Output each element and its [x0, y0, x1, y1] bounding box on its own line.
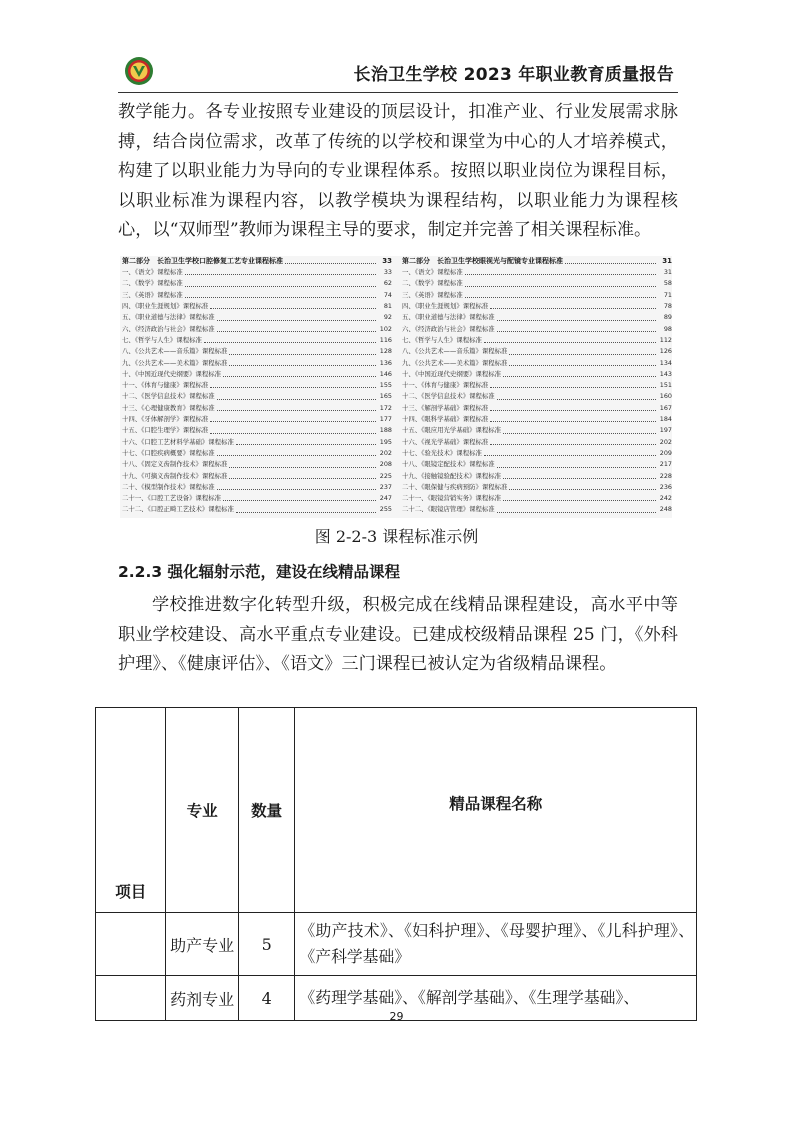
- toc-heading-title: 第二部分 长治卫生学校眼视光与配镜专业课程标准: [402, 257, 563, 265]
- toc-entry-page: 146: [379, 369, 392, 378]
- major-cell: 药剂专业: [166, 976, 238, 1021]
- toc-entry-page: 33: [383, 268, 392, 277]
- toc-entry-page: 102: [379, 324, 392, 333]
- toc-entry: [122, 403, 392, 414]
- toc-entry: [122, 448, 392, 459]
- toc-entry-title: 十二、《医学信息技术》课程标准: [402, 392, 495, 401]
- toc-optometry: [402, 256, 672, 518]
- toc-entry-page: 74: [383, 290, 392, 299]
- toc-entry-title: 十二、《医学信息技术》课程标准: [122, 392, 215, 401]
- toc-entry-title: 二、《数学》课程标准: [402, 279, 463, 288]
- toc-entry-page: 81: [383, 302, 392, 311]
- toc-heading-page: 31: [662, 257, 672, 265]
- toc-entry: [122, 312, 392, 323]
- section-heading: 2.2.3 强化辐射示范，建设在线精品课程: [118, 563, 401, 581]
- toc-entry-title: 十四、《眼科学基础》课程标准: [402, 415, 489, 424]
- page-number: 29: [389, 1010, 404, 1023]
- toc-entry: [402, 414, 672, 425]
- toc-entry-page: 217: [659, 460, 672, 469]
- toc-entry-title: 十七、《验光技术》课程标准: [402, 448, 482, 457]
- quality-courses-table: [95, 707, 697, 1021]
- toc-entry-title: 七、《哲学与人生》课程标准: [402, 335, 482, 344]
- course-names-cell: 《助产技术》、《妇科护理》、《母婴护理》、《儿科护理》、《产科学基础》: [295, 913, 697, 976]
- toc-entry-page: 184: [659, 415, 672, 424]
- toc-heading-title: 第二部分 长治卫生学校口腔修复工艺专业课程标准: [122, 257, 283, 265]
- toc-entry: [402, 448, 672, 459]
- table-header-row: [96, 708, 697, 913]
- toc-entry: [122, 391, 392, 402]
- toc-entry-page: 112: [659, 335, 672, 344]
- toc-entry-page: 237: [379, 482, 392, 491]
- toc-entry-page: 248: [659, 505, 672, 514]
- toc-entry-title: 十一、《体育与健康》课程标准: [402, 381, 489, 390]
- table-row: [96, 913, 697, 976]
- toc-entry-page: 228: [659, 471, 672, 480]
- toc-entry-title: 二十一、《口腔工艺设备》课程标准: [122, 494, 222, 503]
- toc-entry-title: 十八、《眼镜定配技术》课程标准: [402, 460, 495, 469]
- toc-entry-title: 十九、《可摘义齿制作技术》课程标准: [122, 471, 228, 480]
- toc-entry: [402, 312, 672, 323]
- toc-entry-title: 二十二、《眼镜店管理》课程标准: [402, 505, 495, 514]
- toc-entry-title: 四、《职业生涯规划》课程标准: [122, 302, 209, 311]
- toc-entry-page: 255: [379, 505, 392, 514]
- toc-entry-page: 126: [659, 347, 672, 356]
- toc-entry: [122, 324, 392, 335]
- toc-entry-page: 89: [663, 313, 672, 322]
- toc-entry-page: 236: [659, 482, 672, 491]
- toc-entry-title: 二十一、《眼镜营销实务》课程标准: [402, 494, 502, 503]
- toc-entry: [122, 425, 392, 436]
- toc-entry-title: 一、《语文》课程标准: [122, 268, 183, 277]
- toc-entry-page: 177: [379, 415, 392, 424]
- toc-entry: [402, 324, 672, 335]
- toc-entry: [402, 471, 672, 482]
- toc-entry: [402, 335, 672, 346]
- toc-entry-title: 八、《公共艺术——音乐篇》课程标准: [122, 347, 228, 356]
- toc-entry-page: 151: [659, 381, 672, 390]
- toc-entry-title: 二十、《眼保健与疾病预防》课程标准: [402, 482, 508, 491]
- major-cell: 助产专业: [166, 913, 238, 976]
- toc-entry-page: 202: [659, 437, 672, 446]
- body-paragraph-1: 教学能力。各专业按照专业建设的顶层设计，扣准产业、行业发展需求脉搏，结合岗位需求，改革了传统的以学校和课堂为中心的人才培养模式，构建了以职业能力为导向的专业课程体系。按照以职业岗位为课程目标，以职业标准为课程内容，以教学模块为课程结构，以职业能力为课程核心，以“双师型”教师为课程主导的要求，制定并完善了相关课程标准。: [118, 102, 678, 240]
- toc-entry-page: 167: [659, 403, 672, 412]
- toc-entry-title: 八、《公共艺术——音乐篇》课程标准: [402, 347, 508, 356]
- toc-entry: [402, 301, 672, 312]
- toc-entry-title: 六、《经济政治与社会》课程标准: [402, 324, 495, 333]
- toc-entry-title: 三、《英语》课程标准: [402, 290, 463, 299]
- toc-entry-title: 五、《职业道德与法律》课程标准: [122, 313, 215, 322]
- toc-entry-page: 31: [663, 268, 672, 277]
- project-cell: [96, 913, 166, 976]
- figure-caption: 图 2-2-3 课程标准示例: [314, 527, 479, 546]
- toc-entry-page: 188: [379, 426, 392, 435]
- toc-entry: [122, 493, 392, 504]
- toc-entry-title: 五、《职业道德与法律》课程标准: [402, 313, 495, 322]
- school-emblem-icon: [124, 56, 154, 86]
- body-paragraph-2: 学校推进数字化转型升级，积极完成在线精品课程建设，高水平中等职业学校建设、高水平重点专业建设。已建成校级精品课程 25 门，《外科护理》、《健康评估》、《语文》三门课程已被认定为省级精品课程。: [118, 595, 678, 674]
- toc-entry-page: 71: [663, 290, 672, 299]
- count-cell: 5: [238, 913, 295, 976]
- count-cell: 4: [238, 976, 295, 1021]
- toc-entry-page: 195: [379, 437, 392, 446]
- toc-entry-title: 一、《语文》课程标准: [402, 268, 463, 277]
- toc-entry: [402, 425, 672, 436]
- toc-entry-title: 十六、《视光学基础》课程标准: [402, 437, 489, 446]
- toc-entry: [122, 380, 392, 391]
- toc-entry: [122, 290, 392, 301]
- toc-entry-title: 十六、《口腔工艺材料学基础》课程标准: [122, 437, 234, 446]
- toc-entry-title: 十七、《口腔疾病概要》课程标准: [122, 448, 215, 457]
- toc-entry-page: 98: [663, 324, 672, 333]
- toc-entry-page: 247: [379, 494, 392, 503]
- toc-entry: [402, 346, 672, 357]
- toc-entry-page: 209: [659, 448, 672, 457]
- toc-entry-title: 十九、《接触镜验配技术》课程标准: [402, 471, 502, 480]
- toc-entry: [402, 358, 672, 369]
- toc-entry-title: 十三、《心理健康教育》课程标准: [122, 403, 215, 412]
- toc-entry-page: 134: [659, 358, 672, 367]
- toc-oral-prosthetics: [122, 256, 392, 518]
- toc-entry: [402, 278, 672, 289]
- toc-entry: [402, 391, 672, 402]
- toc-entry: [402, 403, 672, 414]
- toc-entry-page: 92: [383, 313, 392, 322]
- toc-entry-title: 十三、《解剖学基础》课程标准: [402, 403, 489, 412]
- header-title: 长治卫生学校 2023 年职业教育质量报告: [353, 65, 674, 85]
- toc-entry-page: 172: [379, 403, 392, 412]
- toc-entry-title: 二、《数学》课程标准: [122, 279, 183, 288]
- toc-entry: [122, 471, 392, 482]
- toc-entry-title: 九、《公共艺术——美术篇》课程标准: [402, 358, 508, 367]
- toc-entry: [122, 369, 392, 380]
- toc-entry-title: 七、《哲学与人生》课程标准: [122, 335, 202, 344]
- header-count: 数量: [238, 708, 295, 913]
- toc-entry-title: 六、《经济政治与社会》课程标准: [122, 324, 215, 333]
- toc-entry: [402, 493, 672, 504]
- toc-entry-page: 242: [659, 494, 672, 503]
- toc-entry-title: 十一、《体育与健康》课程标准: [122, 381, 209, 390]
- toc-entry: [122, 335, 392, 346]
- toc-entry-page: 128: [379, 347, 392, 356]
- toc-entry: [122, 267, 392, 278]
- toc-entry: [402, 369, 672, 380]
- toc-entry-title: 九、《公共艺术——美术篇》课程标准: [122, 358, 228, 367]
- toc-entry-title: 二十二、《口腔正畸工艺技术》课程标准: [122, 505, 234, 514]
- toc-entry-page: 116: [379, 335, 392, 344]
- toc-entry-title: 二十、《模型制作技术》课程标准: [122, 482, 215, 491]
- toc-entry: [402, 504, 672, 515]
- toc-entry-page: 155: [379, 381, 392, 390]
- header-project: 项目: [96, 708, 166, 913]
- toc-entry-page: 62: [383, 279, 392, 288]
- header-major: 专业: [166, 708, 238, 913]
- toc-entry: [402, 290, 672, 301]
- toc-entry-page: 160: [659, 392, 672, 401]
- toc-entry: [122, 482, 392, 493]
- toc-entry: [402, 380, 672, 391]
- toc-entry: [122, 358, 392, 369]
- toc-entry-title: 四、《职业生涯规划》课程标准: [402, 302, 489, 311]
- toc-entry-page: 78: [663, 302, 672, 311]
- toc-entry: [122, 414, 392, 425]
- toc-entry-title: 十五、《口腔生理学》课程标准: [122, 426, 209, 435]
- toc-entry: [402, 267, 672, 278]
- toc-entry-page: 143: [659, 369, 672, 378]
- toc-entry: [402, 459, 672, 470]
- toc-entry-title: 十八、《固定义齿制作技术》课程标准: [122, 460, 228, 469]
- toc-entry-title: 十五、《眼应用光学基础》课程标准: [402, 426, 502, 435]
- toc-entry-title: 三、《英语》课程标准: [122, 290, 183, 299]
- toc-entry-title: 十四、《牙体解剖学》课程标准: [122, 415, 209, 424]
- toc-entry: [402, 437, 672, 448]
- toc-entry: [122, 504, 392, 515]
- toc-entry-title: 十、《中国近现代史纲要》课程标准: [122, 369, 222, 378]
- toc-heading: [122, 256, 392, 267]
- page-header: [118, 52, 678, 93]
- toc-entry-page: 208: [379, 460, 392, 469]
- toc-entry-page: 165: [379, 392, 392, 401]
- course-standard-figure: [120, 256, 672, 518]
- toc-entry-page: 197: [659, 426, 672, 435]
- toc-entry: [122, 459, 392, 470]
- toc-entry: [122, 301, 392, 312]
- toc-entry-page: 225: [379, 471, 392, 480]
- toc-entry-page: 58: [663, 279, 672, 288]
- toc-entry: [122, 346, 392, 357]
- course-names-cell: 《药理学基础》、《解剖学基础》、《生理学基础》、: [295, 976, 697, 1021]
- toc-entry: [122, 278, 392, 289]
- toc-entry: [402, 482, 672, 493]
- toc-entry-title: 十、《中国近现代史纲要》课程标准: [402, 369, 502, 378]
- toc-heading-page: 33: [382, 257, 392, 265]
- toc-entry-page: 136: [379, 358, 392, 367]
- toc-entry-page: 202: [379, 448, 392, 457]
- toc-heading: [402, 256, 672, 267]
- toc-entry: [122, 437, 392, 448]
- header-course-names: 精品课程名称: [295, 708, 697, 913]
